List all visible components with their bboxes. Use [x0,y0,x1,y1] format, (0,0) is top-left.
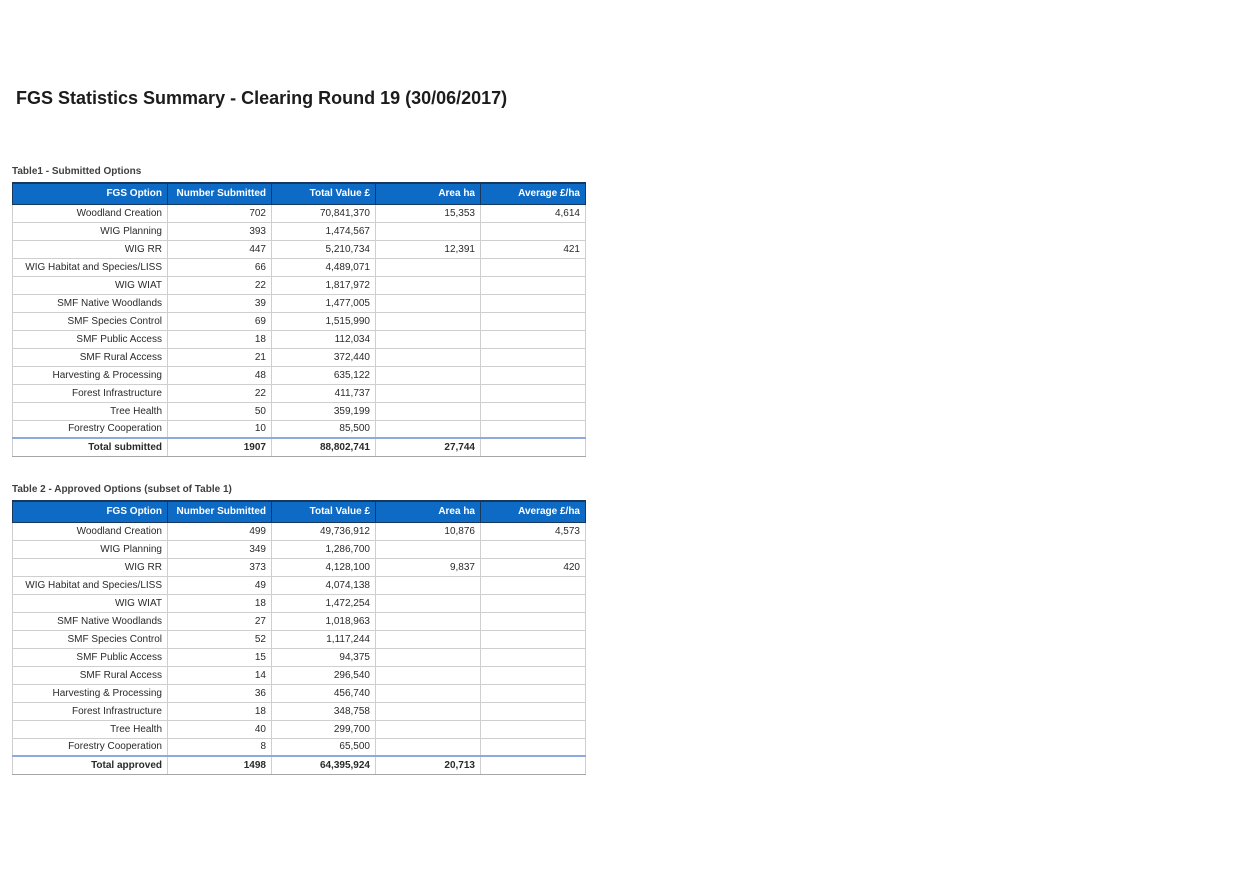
option-cell: SMF Species Control [13,312,168,330]
table-row [13,294,586,312]
value-cell: 49,736,912 [272,522,376,540]
option-cell: WIG RR [13,558,168,576]
value-cell: 85,500 [272,420,376,438]
value-cell: 94,375 [272,648,376,666]
value-cell: 411,737 [272,384,376,402]
option-cell: Harvesting & Processing [13,366,168,384]
option-cell: Forest Infrastructure [13,384,168,402]
value-cell: 1,474,567 [272,222,376,240]
value-cell [481,594,586,612]
option-cell: WIG WIAT [13,594,168,612]
value-cell [481,666,586,684]
table-row [13,522,586,540]
column-header-fgs-option: FGS Option [13,501,168,522]
value-cell: 299,700 [272,720,376,738]
table-row [13,576,586,594]
option-cell: Tree Health [13,720,168,738]
total-row [13,756,586,774]
option-cell: Tree Health [13,402,168,420]
option-cell: Woodland Creation [13,522,168,540]
column-header-area-ha: Area ha [376,183,481,204]
total-value-cell: 64,395,924 [272,756,376,774]
table-row [13,720,586,738]
value-cell [481,384,586,402]
table-row [13,558,586,576]
table1-label: Table1 - Submitted Options [12,166,142,177]
value-cell [376,612,481,630]
value-cell: 39 [168,294,272,312]
value-cell [376,384,481,402]
table-row [13,738,586,756]
value-cell: 27 [168,612,272,630]
table-row [13,240,586,258]
submitted-options-section [12,166,586,457]
value-cell [376,402,481,420]
total-value-cell [481,438,586,456]
option-cell: SMF Native Woodlands [13,294,168,312]
table-row [13,702,586,720]
option-cell: Forest Infrastructure [13,702,168,720]
option-cell: Forestry Cooperation [13,420,168,438]
option-cell: WIG Planning [13,222,168,240]
value-cell: 18 [168,594,272,612]
value-cell [481,420,586,438]
submitted-options-table [12,182,586,457]
value-cell [481,576,586,594]
total-value-cell: 1907 [168,438,272,456]
table-row [13,276,586,294]
value-cell: 21 [168,348,272,366]
value-cell [376,576,481,594]
value-cell: 4,128,100 [272,558,376,576]
value-cell: 18 [168,330,272,348]
column-header-number-submitted: Number Submitted [168,183,272,204]
total-value-cell: 27,744 [376,438,481,456]
table-row [13,402,586,420]
value-cell [376,348,481,366]
header-row [13,501,586,522]
value-cell: 1,286,700 [272,540,376,558]
table-row [13,420,586,438]
value-cell: 635,122 [272,366,376,384]
value-cell [376,276,481,294]
option-cell: SMF Species Control [13,630,168,648]
value-cell: 48 [168,366,272,384]
value-cell: 65,500 [272,738,376,756]
value-cell: 447 [168,240,272,258]
option-cell: Woodland Creation [13,204,168,222]
option-cell: WIG RR [13,240,168,258]
value-cell [376,222,481,240]
value-cell [481,312,586,330]
value-cell: 4,489,071 [272,258,376,276]
page-title: FGS Statistics Summary - Clearing Round 19 (30/06/2017) [16,88,508,108]
value-cell [376,258,481,276]
table-row [13,684,586,702]
value-cell: 15,353 [376,204,481,222]
option-cell: WIG WIAT [13,276,168,294]
value-cell [481,330,586,348]
value-cell [376,738,481,756]
value-cell: 393 [168,222,272,240]
value-cell: 4,074,138 [272,576,376,594]
header-row [13,183,586,204]
value-cell: 36 [168,684,272,702]
value-cell: 5,210,734 [272,240,376,258]
value-cell [376,594,481,612]
value-cell: 70,841,370 [272,204,376,222]
approved-options-section [12,484,586,775]
value-cell: 10,876 [376,522,481,540]
value-cell [376,312,481,330]
value-cell [376,366,481,384]
value-cell: 15 [168,648,272,666]
column-header-total-value: Total Value £ [272,183,376,204]
option-cell: WIG Habitat and Species/LISS [13,576,168,594]
value-cell: 50 [168,402,272,420]
option-cell: WIG Habitat and Species/LISS [13,258,168,276]
value-cell [481,366,586,384]
table2-label: Table 2 - Approved Options (subset of Table 1) [12,484,232,495]
value-cell [481,684,586,702]
value-cell: 112,034 [272,330,376,348]
value-cell [376,684,481,702]
table-row [13,330,586,348]
value-cell: 372,440 [272,348,376,366]
value-cell: 40 [168,720,272,738]
value-cell [376,540,481,558]
option-cell: SMF Rural Access [13,666,168,684]
value-cell: 22 [168,276,272,294]
table-row [13,666,586,684]
value-cell: 420 [481,558,586,576]
value-cell: 10 [168,420,272,438]
option-cell: Forestry Cooperation [13,738,168,756]
total-value-cell [481,756,586,774]
column-header-fgs-option: FGS Option [13,183,168,204]
total-label-cell: Total approved [13,756,168,774]
value-cell: 702 [168,204,272,222]
value-cell: 1,515,990 [272,312,376,330]
value-cell: 4,573 [481,522,586,540]
value-cell: 22 [168,384,272,402]
value-cell [481,540,586,558]
value-cell [481,348,586,366]
value-cell: 359,199 [272,402,376,420]
value-cell: 1,477,005 [272,294,376,312]
table-row [13,348,586,366]
total-value-cell: 1498 [168,756,272,774]
total-value-cell: 88,802,741 [272,438,376,456]
value-cell [376,702,481,720]
option-cell: SMF Public Access [13,648,168,666]
value-cell: 66 [168,258,272,276]
value-cell [376,294,481,312]
value-cell: 349 [168,540,272,558]
table-row [13,258,586,276]
table-row [13,384,586,402]
table-row [13,366,586,384]
value-cell [376,666,481,684]
option-cell: WIG Planning [13,540,168,558]
value-cell: 1,018,963 [272,612,376,630]
value-cell: 69 [168,312,272,330]
column-header-area-ha: Area ha [376,501,481,522]
column-header-number-submitted: Number Submitted [168,501,272,522]
value-cell: 14 [168,666,272,684]
value-cell: 52 [168,630,272,648]
column-header-total-value: Total Value £ [272,501,376,522]
table-row [13,630,586,648]
value-cell [376,720,481,738]
total-value-cell: 20,713 [376,756,481,774]
value-cell [481,720,586,738]
value-cell [481,276,586,294]
value-cell: 348,758 [272,702,376,720]
value-cell: 1,817,972 [272,276,376,294]
option-cell: SMF Rural Access [13,348,168,366]
value-cell [481,648,586,666]
value-cell: 12,391 [376,240,481,258]
value-cell: 373 [168,558,272,576]
table-row [13,648,586,666]
column-header-average-per-ha: Average £/ha [481,183,586,204]
total-row [13,438,586,456]
value-cell [481,294,586,312]
value-cell: 4,614 [481,204,586,222]
value-cell: 456,740 [272,684,376,702]
value-cell [376,420,481,438]
value-cell [481,630,586,648]
value-cell: 499 [168,522,272,540]
table-row [13,612,586,630]
value-cell [376,630,481,648]
value-cell: 9,837 [376,558,481,576]
table-row [13,312,586,330]
approved-options-table [12,500,586,775]
value-cell [481,258,586,276]
value-cell [481,612,586,630]
value-cell [376,330,481,348]
table-row [13,204,586,222]
value-cell: 421 [481,240,586,258]
value-cell [481,738,586,756]
value-cell [376,648,481,666]
option-cell: SMF Native Woodlands [13,612,168,630]
value-cell: 1,472,254 [272,594,376,612]
table-row [13,540,586,558]
value-cell [481,222,586,240]
value-cell: 8 [168,738,272,756]
total-label-cell: Total submitted [13,438,168,456]
table-row [13,594,586,612]
column-header-average-per-ha: Average £/ha [481,501,586,522]
option-cell: Harvesting & Processing [13,684,168,702]
value-cell [481,702,586,720]
table-row [13,222,586,240]
value-cell [481,402,586,420]
option-cell: SMF Public Access [13,330,168,348]
value-cell: 18 [168,702,272,720]
value-cell: 1,117,244 [272,630,376,648]
value-cell: 296,540 [272,666,376,684]
value-cell: 49 [168,576,272,594]
